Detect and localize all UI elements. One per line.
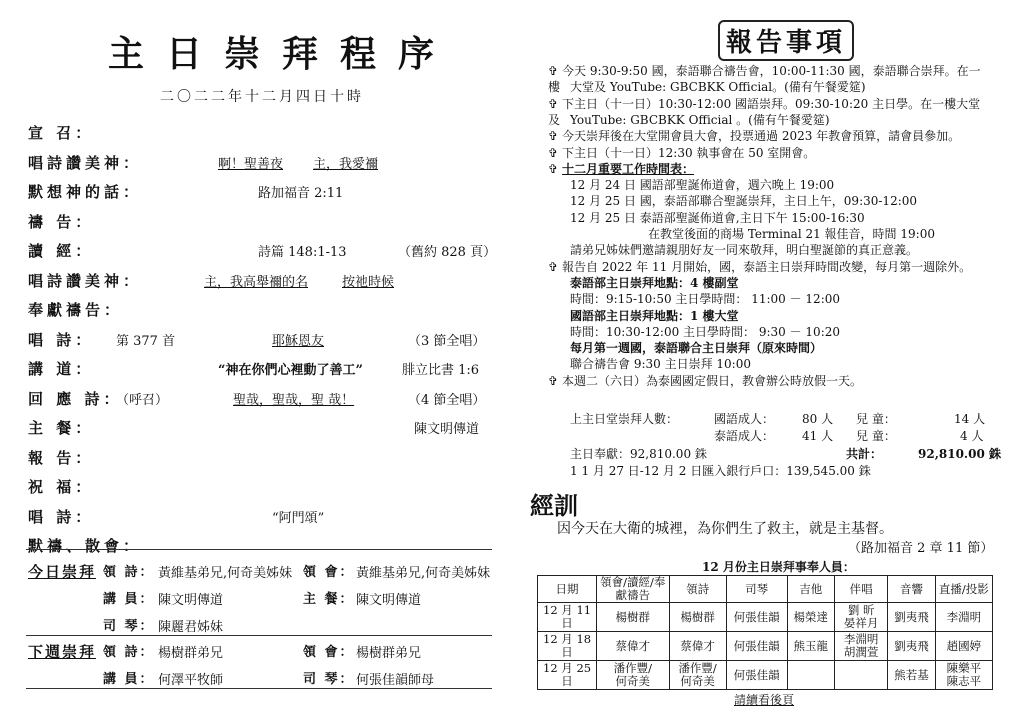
role-label: 講 員： [103,592,155,607]
cross-icon: ✞ [548,96,559,111]
table-cell: 劉夷飛 [888,603,935,632]
announcement-line [548,128,988,144]
table-cell: 熊玉龍 [787,632,834,661]
children-label: 兒 童： [856,412,896,426]
table-header-cell: 日期 [538,576,597,603]
role-label: 領 詩： [103,645,155,660]
announcement-line [548,373,988,389]
table-cell: 潘作豐/ 何奇美 [669,661,726,690]
announcement-text: 今天 9:30-9:50 國，泰語聯合禱告會，10:00-11:30 國，泰語聯合崇拜。在一樓 [548,64,981,95]
announcement-text: 12 月 24 日 國語部聖誕佈道會，週六晚上 19:00 [570,178,835,193]
table-header-cell: 司琴 [726,576,787,603]
role-name: 楊樹群弟兄 [356,646,422,661]
table-cell: 楊樹群 [669,603,726,632]
table-cell: 12 月 11 日 [538,603,597,632]
table-cell: 李淵明 胡潤萱 [835,632,888,661]
program-label: 奉獻禱告： [28,301,124,319]
role-name: 黃維基弟兄,何奇美姊妹 [158,566,293,581]
announcement-text: 在教堂後面的商場 Terminal 21 報佳音，時間 19:00 [648,227,935,241]
program-label: 默想神的話： [28,183,143,201]
thai-children: 4 人 [960,429,984,443]
mandarin-children: 14 人 [954,412,986,426]
verse-text: 因今天在大衛的城裡，為你們生了救主，就是主基督。 [557,521,893,537]
team-label: 今日崇拜 [28,563,97,581]
program-value: （舊約 828 頁） [398,245,497,260]
announcement-line [570,324,1010,340]
announcement-text: 報告自 2022 年 11 月開始，國，泰語主日崇拜時間改變，每月第一週除外。 [562,259,972,274]
announcement-text: 聯合禱告會 9:30 主日崇拜 10:00 [570,357,751,372]
service-date: 二〇二二年十二月四日十時 [160,89,364,105]
cross-icon: ✞ [548,161,559,176]
program-label: 讀 經： [28,242,95,260]
page-title: 主日崇拜程序 [108,33,457,75]
role-label: 領 詩： [103,565,155,580]
role-label: 領 會： [303,645,355,660]
program-value: （呼召） [116,392,169,408]
announcement-list [548,63,998,403]
program-label: 唱 詩： [28,507,95,526]
announcement-text: YouTube: GBCBKK Official 。(備有午餐愛筵) [570,112,830,127]
program-value: 主，我愛禰 [313,156,379,172]
announcement-line [570,79,1010,95]
divider [26,635,492,636]
program-value: 路加福音 2:11 [258,186,344,201]
divider [26,549,492,550]
program-label: 主 餐： [28,419,95,437]
table-cell: 趙國婷 [935,632,992,661]
divider [26,688,492,689]
program-label: 唱詩讚美神： [28,271,143,290]
table-cell: 熊若基 [888,661,935,690]
mandarin-adults: 80 人 [802,412,834,426]
table-row [538,603,993,632]
role-label: 領 會： [303,565,355,580]
announcement-text: 12 月 25 日 泰語部聖誕佈道會,主日下午 15:00-16:30 [570,210,865,225]
table-header-cell: 領會/讀經/奉獻禱告 [597,576,669,603]
program-value: 腓立比書 1:6 [402,363,480,378]
children-label: 兒 童： [856,429,896,443]
role-name: 何張佳韻師母 [356,673,435,688]
announcement-text: 時間：9:15-10:50 主日學時間： 11:00 － 12:00 [570,292,841,307]
verse-reference: （路加福音 2 章 11 節） [848,541,994,556]
thai-adults: 41 人 [802,429,834,443]
role-name: 何澤平牧師 [158,673,224,688]
announcement-line [570,356,1010,372]
cross-icon: ✞ [548,259,559,274]
program-value: 陳文明傳道 [414,422,480,437]
program-label: 唱 詩： [28,330,95,349]
continue-note: 請續看後頁 [734,693,795,707]
table-row [538,632,993,661]
announcement-text: 泰語部主日崇拜地點：4 樓副堂 [570,275,739,290]
program-value: 耶穌恩友 [272,333,325,349]
cross-icon: ✞ [548,373,559,388]
program-value: 按祂時候 [342,274,395,290]
announcement-line [570,340,1010,356]
announcement-line [548,259,988,275]
table-cell: 何張佳韻 [726,661,787,690]
role-name: 楊樹群弟兄 [158,646,224,661]
announcement-text: 十二月重要工作時間表： [562,161,695,176]
table-cell: 劉夷飛 [888,632,935,661]
program-label: 默禱、散會： [28,537,143,555]
announcement-line [548,161,988,177]
program-value: 第 377 首 [116,333,176,349]
attendance-block [570,410,1001,480]
announcement-text: 大堂及 YouTube: GBCBKK Official。(備有午餐愛筵) [570,80,866,95]
announcements-title: 報告事項 [718,20,854,61]
table-header-cell: 伴唱 [835,576,888,603]
cross-icon: ✞ [548,64,559,78]
table-header-cell: 領詩 [669,576,726,603]
announcement-line [570,291,1010,307]
table-header-cell: 音響 [888,576,935,603]
mandarin-adults-label: 國語成人： [714,412,775,426]
program-label: 祝 福： [28,478,95,496]
program-value: “神在你們心裡動了善工” [218,363,363,378]
role-name: 陳麗君姊妹 [158,620,224,635]
total-label: 共計： [846,447,883,461]
announcement-text: 下主日（十一日）12:30 執事會在 50 室開會。 [562,145,816,160]
cross-icon: ✞ [548,129,559,144]
announcement-line [648,226,1024,242]
role-name: 黃維基弟兄,何奇美姊妹 [356,566,491,581]
team-label: 下週崇拜 [28,643,97,661]
table-row [538,661,993,690]
table-cell: 潘作豐/ 何奇美 [597,661,669,690]
role-name: 陳文明傳道 [356,593,422,608]
announcement-text: 每月第一週國，泰語聯合主日崇拜（原來時間） [570,341,823,356]
table-cell: 陳樂平 陳志平 [935,661,992,690]
program-value: “阿門頌” [272,510,325,526]
role-name: 陳文明傳道 [158,593,224,608]
announcement-line [570,275,1010,291]
program-label: 報 告： [28,448,95,467]
offering: 主日奉獻：92,810.00 銖 [570,447,707,461]
announcement-line [570,193,1010,209]
table-header-cell: 直播/投影 [935,576,992,603]
table-cell: 蔡偉才 [669,632,726,661]
announcement-text: 時間：10:30-12:00 主日學時間： 9:30 － 10:20 [570,324,841,339]
table-cell [835,661,888,690]
program-label: 宣 召： [28,124,95,142]
announcement-text: 今天崇拜後在大堂開會員大會，投票通過 2023 年教會預算，請會員參加。 [562,129,961,144]
announcement-line [570,242,1010,258]
table-cell: 何張佳韻 [726,603,787,632]
table-header-row [538,576,993,603]
duty-table-title: 12 月份主日崇拜事奉人員： [702,560,855,574]
announcement-line [570,308,1010,324]
table-cell: 楊榮達 [787,603,834,632]
announcement-text: 本週二（六日）為泰國國定假日，教會辦公時放假一天。 [562,373,863,388]
thai-adults-label: 泰語成人： [714,429,775,443]
table-cell: 李淵明 [935,603,992,632]
role-label: 司 琴： [303,672,355,687]
announcement-text: 國語部主日崇拜地點：1 樓大堂 [570,308,739,323]
program-value: 啊！聖善夜 [218,156,284,172]
program-label: 禱 告： [28,212,95,231]
program-label: 回 應 詩： [28,389,123,408]
table-cell: 何張佳韻 [726,632,787,661]
program-label: 講 道： [28,360,95,378]
role-label: 主 餐： [303,592,355,607]
table-cell [787,661,834,690]
announcement-text: 請弟兄姊妹們邀請親朋好友一同來敬拜，明白聖誕節的真正意義。 [570,243,919,258]
announcement-text: 12 月 25 日 國，泰語部聯合聖誕崇拜，主日上午，09:30-12:00 [570,194,918,209]
duty-roster-table [537,575,993,690]
program-value: （4 節全唱） [408,392,486,408]
table-cell: 12 月 18 日 [538,632,597,661]
role-label: 講 員： [103,672,155,687]
attendance-label: 上主日堂崇拜人數： [570,412,679,426]
total-amount: 92,810.00 銖 [918,447,1001,461]
cross-icon: ✞ [548,145,559,160]
verse-title: 經訓 [530,491,578,520]
role-label: 司 琴： [103,619,155,634]
announcement-line [570,210,1010,226]
table-cell: 楊樹群 [597,603,669,632]
table-cell: 蔡偉才 [597,632,669,661]
program-value: （3 節全唱） [408,333,486,349]
program-value: 聖哉，聖哉，聖 哉！ [233,392,355,408]
program-value: 詩篇 148:1-13 [258,245,347,260]
bank-deposit: 1 1 月 27 日-12 月 2 日匯入銀行戶口：139,545.00 銖 [570,464,871,478]
announcement-text: 下主日（十一日）10:30-12:00 國語崇拜。09:30-10:20 主日學。在一樓大堂及 [548,96,981,127]
program-label: 唱詩讚美神： [28,153,143,172]
table-cell: 12 月 25 日 [538,661,597,690]
table-header-cell: 吉他 [787,576,834,603]
announcement-line [570,177,1010,193]
program-value: 主，我高舉禰的名 [204,274,309,290]
announcement-line [570,112,1010,128]
announcement-line [548,145,988,161]
table-cell: 劉 昕 晏祥月 [835,603,888,632]
